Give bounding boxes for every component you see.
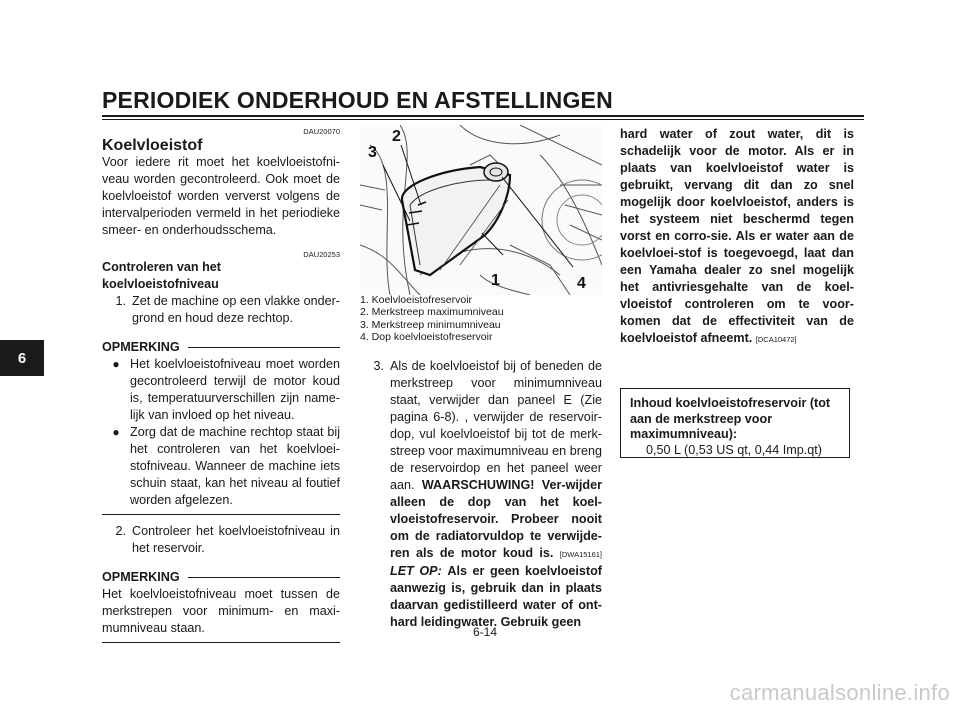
column-1 — [102, 137, 340, 239]
chapter-title: PERIODIEK ONDERHOUD EN AFSTELLINGEN — [102, 87, 613, 113]
step-text: Zet de machine op een vlakke onder-grond en houd deze rechtop. — [132, 294, 340, 325]
illustration-drawing — [360, 125, 602, 295]
bullet-icon: ● — [112, 357, 120, 371]
subsection-title — [102, 259, 340, 293]
step-2 — [102, 523, 340, 557]
bullet-text: Zorg dat de machine rechtop staat bij het controleren van het koelvloei-stofniveau. Wanneer de machine iets schuin staat, kan het niveau al foutief worden afgelezen. — [130, 425, 340, 507]
legend-item: 3. Merkstreep minimumniveau — [360, 318, 501, 331]
subsection-title-line1: Controleren van het — [102, 260, 221, 274]
warning-text: WAARSCHUWING! Ver-wijder alleen de dop van het koel-vloeistofreservoir. Probeer nooit om de radiatorvuldop te verwijde-ren als de motor koud is. — [390, 478, 602, 560]
step-number: 1. — [115, 294, 126, 308]
note-bullet-1 — [102, 356, 340, 424]
section-title: Koelvloeistof — [102, 137, 203, 154]
coolant-reservoir-illustration — [360, 125, 602, 295]
note-bullet-2 — [102, 424, 340, 509]
spec-box — [620, 388, 850, 458]
title-rule — [102, 115, 864, 117]
step-1 — [102, 293, 340, 327]
watermark: carmanualsonline.info — [729, 680, 950, 705]
warning-code: [DWA15161] — [559, 550, 603, 559]
figure-legend — [360, 294, 504, 344]
page-number: 6-14 — [472, 625, 498, 639]
spec-title-line3: maximumniveau): — [630, 427, 738, 441]
legend-item: 1. Koelvloeistofreservoir — [360, 294, 473, 306]
step-text — [390, 358, 602, 631]
column-1-sub — [102, 259, 340, 643]
chapter-tab: 6 — [0, 340, 44, 376]
note-text: Het koelvloeistofniveau moet tussen de merkstrepen voor minimum- en maxi-mumniveau staan. — [102, 587, 340, 635]
spec-value: 0,50 L (0,53 US qt, 0,44 Imp.qt) — [646, 442, 822, 457]
note-heading — [102, 569, 340, 586]
bullet-text: Het koelvloeistofniveau moet worden gecontroleerd terwijl de motor koud is, temperatuurverschillen zijn name-lijk van invloed op het niveau. — [130, 357, 340, 422]
legend-item: 4. Dop koelvloeistofreservoir — [360, 331, 493, 344]
reference-code: DAU20070 — [303, 127, 340, 136]
caution-continued-text: hard water of zout water, dit is schadelijk voor de motor. Als er in plaats van koelvloeistof water is gebruikt, vervang dit dan zo snel mogelijk door koelvloeistof, anders is het systeem niet beschermd tegen vorst en corro-sie. Als er water aan de koelvloei-stof is toegevoegd, laat dan een Yamaha dealer zo snel mogelijk het antivriesgehalte van de koel-vloeistof controleren om te voor-komen dat de effectiviteit van de koelvloeistof afneemt. — [620, 127, 854, 345]
callout-4: 4 — [577, 275, 586, 292]
spec-title-line1: Inhoud koelvloeistofreservoir (tot — [630, 396, 831, 410]
intro-paragraph: Voor iedere rit moet het koelvloeistofni-veau worden gecontroleerd. Ook moet de koelvloeistof worden ververst volgens de intervalperioden vermeld in het periodieke smeer- en onderhoudsschema. — [102, 155, 340, 237]
caution-text: Als er geen koelvloeistof aanwezig is, gebruik dan in plaats daarvan gedistilleerd water of ont-hard leidingwater. Gebruik geen — [390, 564, 602, 629]
caution-label: LET OP: — [390, 564, 442, 578]
callout-2: 2 — [392, 128, 401, 145]
subsection-title-line2: koelvloeistofniveau — [102, 277, 219, 291]
step-3-text: Als de koelvloeistof bij of beneden de merkstreep voor minimumniveau staat, verwijder dan paneel E (Zie pagina 6-8). , verwijder de reservoir-dop, vul koelvloeistof bij tot de merk-streep voor maximumniveau en breng de reservoirdop en het paneel weer aan. — [390, 359, 602, 492]
note-heading — [102, 339, 340, 356]
caution-code: [DCA10472] — [755, 335, 797, 344]
step-number: 2. — [115, 524, 126, 538]
note-title: OPMERKING — [102, 570, 180, 584]
note-title: OPMERKING — [102, 340, 180, 354]
spec-title-line2: aan de merkstreep voor — [630, 411, 773, 426]
step-text: Controleer het koelvloeistofniveau in het reservoir. — [132, 524, 340, 555]
callout-1: 1 — [491, 272, 500, 289]
column-2 — [360, 358, 602, 631]
column-3 — [620, 126, 854, 348]
callout-3: 3 — [368, 144, 377, 161]
step-3 — [360, 358, 602, 631]
note-end-rule — [102, 642, 340, 643]
legend-item: 2. Merkstreep maximumniveau — [360, 306, 504, 319]
reference-code: DAU20253 — [303, 250, 340, 259]
title-rule-thin — [102, 119, 864, 120]
bullet-icon: ● — [112, 425, 120, 439]
step-number: 3. — [373, 359, 384, 373]
